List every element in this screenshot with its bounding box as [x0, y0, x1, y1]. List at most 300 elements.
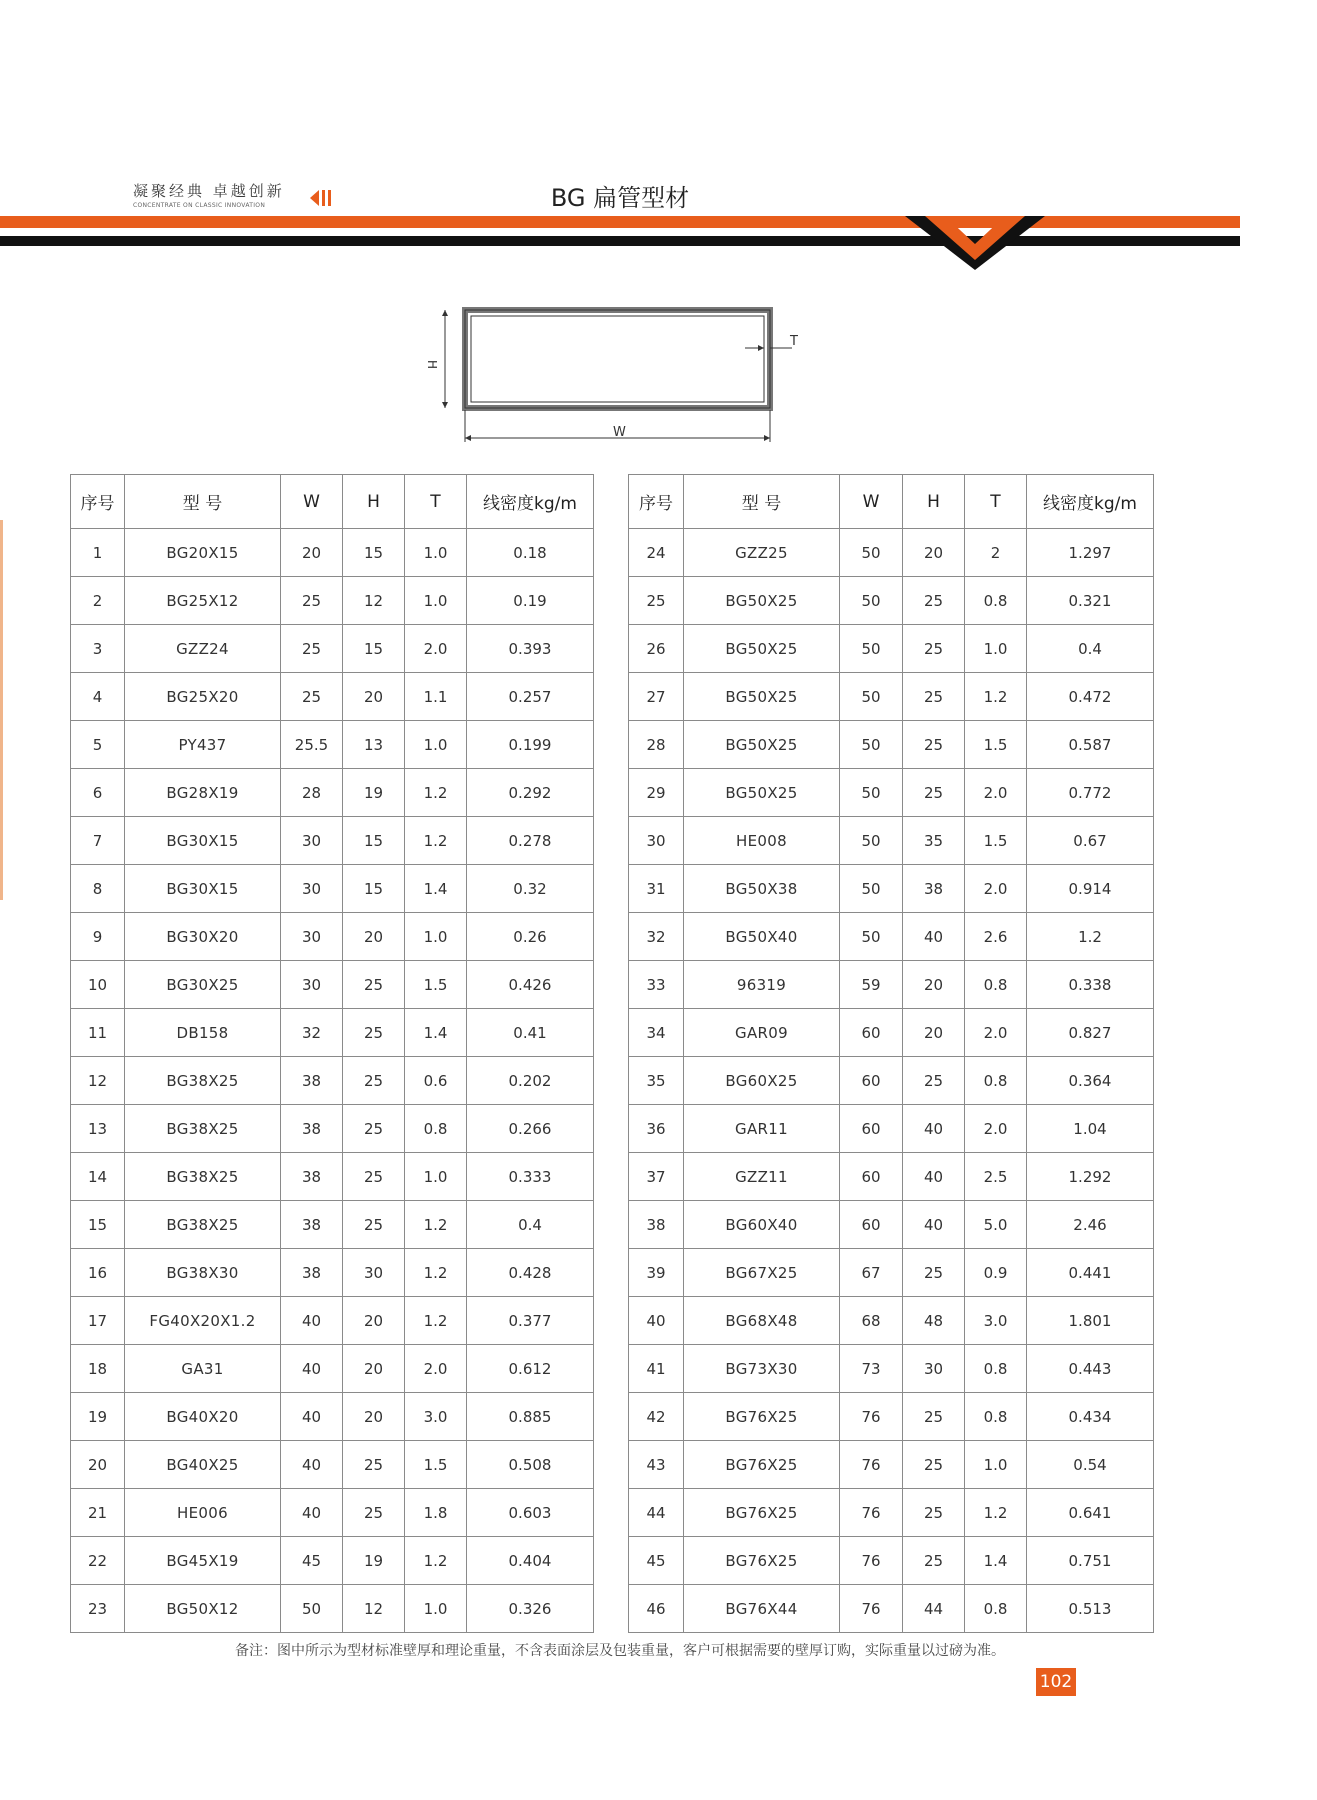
cell-h: 25 — [903, 769, 965, 817]
cell-model: BG30X20 — [125, 913, 281, 961]
cell-density: 0.321 — [1027, 577, 1154, 625]
cell-h: 20 — [343, 1345, 405, 1393]
cell-index: 22 — [71, 1537, 125, 1585]
cell-h: 25 — [343, 1105, 405, 1153]
cell-w: 25 — [281, 673, 343, 721]
cell-w: 76 — [840, 1489, 903, 1537]
col-header-model: 型 号 — [684, 475, 840, 529]
cell-t: 0.8 — [965, 1345, 1027, 1393]
cell-model: BG50X25 — [684, 721, 840, 769]
col-header-density: 线密度kg/m — [1027, 475, 1154, 529]
cell-w: 67 — [840, 1249, 903, 1297]
cell-model: GAR09 — [684, 1009, 840, 1057]
cell-h: 25 — [903, 1537, 965, 1585]
cell-h: 44 — [903, 1585, 965, 1633]
cell-t: 3.0 — [405, 1393, 467, 1441]
cell-model: BG40X20 — [125, 1393, 281, 1441]
table-row — [629, 961, 1154, 1009]
cell-index: 43 — [629, 1441, 684, 1489]
table-row — [71, 1057, 594, 1105]
cell-index: 37 — [629, 1153, 684, 1201]
col-header-h: H — [903, 475, 965, 529]
cell-density: 0.4 — [467, 1201, 594, 1249]
cell-model: BG38X25 — [125, 1201, 281, 1249]
table-header-row — [71, 475, 594, 529]
cell-t: 3.0 — [965, 1297, 1027, 1345]
cell-h: 25 — [903, 1441, 965, 1489]
cell-density: 1.04 — [1027, 1105, 1154, 1153]
cell-w: 25 — [281, 577, 343, 625]
table-row — [71, 769, 594, 817]
cell-model: BG38X25 — [125, 1105, 281, 1153]
table-row — [71, 529, 594, 577]
cell-t: 1.5 — [965, 817, 1027, 865]
cell-index: 30 — [629, 817, 684, 865]
cell-density: 1.801 — [1027, 1297, 1154, 1345]
cell-index: 16 — [71, 1249, 125, 1297]
cell-model: GZZ25 — [684, 529, 840, 577]
cell-t: 2.0 — [965, 769, 1027, 817]
cell-index: 32 — [629, 913, 684, 961]
cell-index: 20 — [71, 1441, 125, 1489]
cell-w: 76 — [840, 1441, 903, 1489]
spec-table-right — [628, 474, 1154, 1633]
table-row — [71, 1585, 594, 1633]
cell-index: 35 — [629, 1057, 684, 1105]
cell-t: 1.5 — [965, 721, 1027, 769]
cell-h: 25 — [343, 961, 405, 1009]
cell-w: 60 — [840, 1201, 903, 1249]
cell-t: 5.0 — [965, 1201, 1027, 1249]
cell-index: 45 — [629, 1537, 684, 1585]
cell-model: GZZ24 — [125, 625, 281, 673]
cell-h: 25 — [903, 625, 965, 673]
cell-model: BG76X44 — [684, 1585, 840, 1633]
table-row — [71, 1441, 594, 1489]
cell-t: 1.5 — [405, 1441, 467, 1489]
cell-model: GZZ11 — [684, 1153, 840, 1201]
cell-index: 25 — [629, 577, 684, 625]
cell-index: 18 — [71, 1345, 125, 1393]
cell-model: BG30X25 — [125, 961, 281, 1009]
cell-h: 25 — [343, 1489, 405, 1537]
cell-model: PY437 — [125, 721, 281, 769]
cell-t: 0.6 — [405, 1057, 467, 1105]
cell-t: 1.5 — [405, 961, 467, 1009]
page-title: BG 扁管型材 — [550, 184, 690, 212]
cell-density: 0.426 — [467, 961, 594, 1009]
cell-w: 30 — [281, 961, 343, 1009]
table-row — [629, 1537, 1154, 1585]
cell-w: 73 — [840, 1345, 903, 1393]
cell-w: 28 — [281, 769, 343, 817]
cell-index: 14 — [71, 1153, 125, 1201]
cell-w: 40 — [281, 1393, 343, 1441]
left-edge-strip — [0, 520, 3, 900]
cell-t: 1.2 — [965, 1489, 1027, 1537]
table-row — [629, 1201, 1154, 1249]
cell-density: 0.54 — [1027, 1441, 1154, 1489]
cell-model: GAR11 — [684, 1105, 840, 1153]
cell-model: BG30X15 — [125, 865, 281, 913]
footnote: 备注：图中所示为型材标准壁厚和理论重量，不含表面涂层及包装重量，客户可根据需要的壁厚订购，实际重量以过磅为准。 — [235, 1643, 1005, 1659]
cell-t: 1.0 — [405, 721, 467, 769]
cell-index: 38 — [629, 1201, 684, 1249]
cell-t: 0.8 — [405, 1105, 467, 1153]
col-header-h: H — [343, 475, 405, 529]
cell-density: 0.364 — [1027, 1057, 1154, 1105]
table-row — [71, 961, 594, 1009]
col-header-t: T — [965, 475, 1027, 529]
table-row — [629, 1585, 1154, 1633]
cell-h: 25 — [903, 1057, 965, 1105]
cell-t: 2.0 — [965, 1105, 1027, 1153]
cell-h: 20 — [343, 1393, 405, 1441]
cell-w: 50 — [281, 1585, 343, 1633]
cell-h: 40 — [903, 1153, 965, 1201]
cell-t: 1.2 — [405, 817, 467, 865]
cell-t: 1.4 — [965, 1537, 1027, 1585]
cell-t: 1.0 — [965, 1441, 1027, 1489]
table-row — [629, 1009, 1154, 1057]
cell-index: 41 — [629, 1345, 684, 1393]
cell-index: 27 — [629, 673, 684, 721]
col-header-index: 序号 — [71, 475, 125, 529]
cell-density: 1.292 — [1027, 1153, 1154, 1201]
cell-density: 0.641 — [1027, 1489, 1154, 1537]
cell-h: 40 — [903, 1105, 965, 1153]
cell-density: 1.297 — [1027, 529, 1154, 577]
left-table-body — [71, 529, 594, 1633]
cell-w: 40 — [281, 1489, 343, 1537]
cell-h: 12 — [343, 577, 405, 625]
cell-h: 15 — [343, 817, 405, 865]
cell-w: 30 — [281, 817, 343, 865]
cell-h: 25 — [343, 1009, 405, 1057]
cell-density: 0.612 — [467, 1345, 594, 1393]
cell-t: 0.8 — [965, 961, 1027, 1009]
cell-index: 12 — [71, 1057, 125, 1105]
cell-w: 38 — [281, 1057, 343, 1105]
cell-index: 24 — [629, 529, 684, 577]
cell-model: 96319 — [684, 961, 840, 1009]
table-row — [629, 865, 1154, 913]
cell-index: 39 — [629, 1249, 684, 1297]
cell-index: 6 — [71, 769, 125, 817]
cell-index: 5 — [71, 721, 125, 769]
cell-h: 25 — [903, 673, 965, 721]
cell-index: 4 — [71, 673, 125, 721]
cell-density: 0.19 — [467, 577, 594, 625]
cell-t: 2.6 — [965, 913, 1027, 961]
cell-model: BG50X25 — [684, 673, 840, 721]
cell-h: 30 — [903, 1345, 965, 1393]
cell-h: 25 — [903, 577, 965, 625]
cell-density: 0.404 — [467, 1537, 594, 1585]
cell-density: 0.428 — [467, 1249, 594, 1297]
cell-w: 30 — [281, 865, 343, 913]
cell-t: 0.8 — [965, 1057, 1027, 1105]
cell-index: 1 — [71, 529, 125, 577]
cell-model: BG50X40 — [684, 913, 840, 961]
cell-density: 0.278 — [467, 817, 594, 865]
cell-index: 29 — [629, 769, 684, 817]
cell-w: 40 — [281, 1441, 343, 1489]
cell-w: 50 — [840, 577, 903, 625]
cell-model: BG68X48 — [684, 1297, 840, 1345]
cell-w: 76 — [840, 1393, 903, 1441]
cell-density: 0.292 — [467, 769, 594, 817]
cell-model: BG25X12 — [125, 577, 281, 625]
cell-h: 20 — [343, 673, 405, 721]
cell-model: GA31 — [125, 1345, 281, 1393]
cell-h: 19 — [343, 769, 405, 817]
cell-model: BG45X19 — [125, 1537, 281, 1585]
cell-w: 38 — [281, 1249, 343, 1297]
cell-model: BG40X25 — [125, 1441, 281, 1489]
cell-t: 2.0 — [965, 865, 1027, 913]
cell-index: 17 — [71, 1297, 125, 1345]
cell-t: 1.0 — [405, 913, 467, 961]
cell-index: 46 — [629, 1585, 684, 1633]
cell-w: 50 — [840, 769, 903, 817]
table-row — [71, 1153, 594, 1201]
dimension-label-w: W — [613, 425, 626, 440]
page-number: 102 — [1036, 1668, 1076, 1696]
cell-model: BG38X30 — [125, 1249, 281, 1297]
cell-h: 25 — [903, 1489, 965, 1537]
cell-w: 50 — [840, 865, 903, 913]
cell-t: 2.0 — [405, 1345, 467, 1393]
cell-model: BG73X30 — [684, 1345, 840, 1393]
cell-t: 1.0 — [405, 1585, 467, 1633]
cell-density: 1.2 — [1027, 913, 1154, 961]
cell-density: 0.772 — [1027, 769, 1154, 817]
cell-density: 0.333 — [467, 1153, 594, 1201]
cell-w: 76 — [840, 1537, 903, 1585]
cell-index: 40 — [629, 1297, 684, 1345]
col-header-w: W — [840, 475, 903, 529]
table-row — [629, 577, 1154, 625]
table-row — [629, 721, 1154, 769]
cell-h: 25 — [903, 1249, 965, 1297]
cell-index: 26 — [629, 625, 684, 673]
cell-index: 2 — [71, 577, 125, 625]
cell-h: 19 — [343, 1537, 405, 1585]
cell-t: 1.2 — [965, 673, 1027, 721]
cell-w: 60 — [840, 1153, 903, 1201]
cell-h: 48 — [903, 1297, 965, 1345]
cell-t: 2.0 — [965, 1009, 1027, 1057]
cell-w: 60 — [840, 1009, 903, 1057]
cell-h: 25 — [343, 1201, 405, 1249]
slogan-english: CONCENTRATE ON CLASSIC INNOVATION — [133, 202, 266, 209]
cell-w: 20 — [281, 529, 343, 577]
cell-t: 1.0 — [405, 577, 467, 625]
cell-index: 15 — [71, 1201, 125, 1249]
page-header — [0, 0, 1317, 270]
cell-density: 0.377 — [467, 1297, 594, 1345]
cell-index: 11 — [71, 1009, 125, 1057]
cell-w: 45 — [281, 1537, 343, 1585]
cell-h: 20 — [343, 1297, 405, 1345]
cell-h: 20 — [903, 961, 965, 1009]
cell-w: 50 — [840, 721, 903, 769]
cell-model: BG30X15 — [125, 817, 281, 865]
table-row — [71, 1393, 594, 1441]
cell-t: 1.2 — [405, 1537, 467, 1585]
table-row — [629, 1393, 1154, 1441]
cell-model: BG50X12 — [125, 1585, 281, 1633]
cell-w: 38 — [281, 1153, 343, 1201]
cell-h: 38 — [903, 865, 965, 913]
cell-t: 1.0 — [405, 529, 467, 577]
cell-h: 35 — [903, 817, 965, 865]
right-table-body — [629, 529, 1154, 1633]
cell-density: 0.67 — [1027, 817, 1154, 865]
cell-density: 0.603 — [467, 1489, 594, 1537]
cell-density: 0.885 — [467, 1393, 594, 1441]
cell-model: BG50X38 — [684, 865, 840, 913]
cell-model: HE008 — [684, 817, 840, 865]
cell-w: 50 — [840, 913, 903, 961]
cell-density: 0.338 — [1027, 961, 1154, 1009]
table-row — [71, 1105, 594, 1153]
cell-density: 0.508 — [467, 1441, 594, 1489]
table-row — [71, 1345, 594, 1393]
cell-density: 0.41 — [467, 1009, 594, 1057]
cell-w: 30 — [281, 913, 343, 961]
cell-density: 0.32 — [467, 865, 594, 913]
cell-model: BG67X25 — [684, 1249, 840, 1297]
cell-t: 2.5 — [965, 1153, 1027, 1201]
cell-h: 40 — [903, 1201, 965, 1249]
cell-t: 1.2 — [405, 769, 467, 817]
table-row — [71, 817, 594, 865]
cell-model: BG76X25 — [684, 1537, 840, 1585]
table-row — [629, 1489, 1154, 1537]
cell-density: 0.26 — [467, 913, 594, 961]
cell-w: 40 — [281, 1345, 343, 1393]
cell-h: 40 — [903, 913, 965, 961]
cell-w: 32 — [281, 1009, 343, 1057]
table-row — [629, 769, 1154, 817]
cell-t: 1.2 — [405, 1201, 467, 1249]
cell-model: BG50X25 — [684, 625, 840, 673]
cell-h: 25 — [343, 1153, 405, 1201]
cell-density: 0.202 — [467, 1057, 594, 1105]
table-header-row — [629, 475, 1154, 529]
cell-model: BG20X15 — [125, 529, 281, 577]
cell-h: 25 — [343, 1057, 405, 1105]
cell-t: 1.4 — [405, 865, 467, 913]
cell-density: 0.199 — [467, 721, 594, 769]
cell-index: 34 — [629, 1009, 684, 1057]
table-row — [71, 1489, 594, 1537]
cell-w: 50 — [840, 625, 903, 673]
cell-w: 59 — [840, 961, 903, 1009]
table-row — [71, 1249, 594, 1297]
table-row — [629, 673, 1154, 721]
cell-index: 23 — [71, 1585, 125, 1633]
cell-model: BG76X25 — [684, 1393, 840, 1441]
cell-h: 20 — [903, 529, 965, 577]
table-row — [629, 1345, 1154, 1393]
cell-w: 40 — [281, 1297, 343, 1345]
cell-model: BG76X25 — [684, 1489, 840, 1537]
cell-density: 0.434 — [1027, 1393, 1154, 1441]
cell-w: 50 — [840, 673, 903, 721]
cell-t: 2 — [965, 529, 1027, 577]
col-header-w: W — [281, 475, 343, 529]
cell-index: 8 — [71, 865, 125, 913]
cell-index: 9 — [71, 913, 125, 961]
cell-density: 0.393 — [467, 625, 594, 673]
col-header-t: T — [405, 475, 467, 529]
cell-h: 20 — [903, 1009, 965, 1057]
cell-h: 15 — [343, 529, 405, 577]
cell-w: 25 — [281, 625, 343, 673]
cell-t: 0.8 — [965, 1585, 1027, 1633]
header-band — [0, 214, 1317, 270]
table-row — [71, 1297, 594, 1345]
cell-density: 0.326 — [467, 1585, 594, 1633]
cell-index: 33 — [629, 961, 684, 1009]
table-row — [629, 913, 1154, 961]
cell-w: 60 — [840, 1105, 903, 1153]
cell-t: 2.0 — [405, 625, 467, 673]
cell-model: FG40X20X1.2 — [125, 1297, 281, 1345]
cell-h: 20 — [343, 913, 405, 961]
table-row — [629, 817, 1154, 865]
cell-t: 0.8 — [965, 577, 1027, 625]
cell-t: 0.8 — [965, 1393, 1027, 1441]
cell-index: 44 — [629, 1489, 684, 1537]
cell-density: 2.46 — [1027, 1201, 1154, 1249]
spec-table-left — [70, 474, 594, 1633]
cell-w: 68 — [840, 1297, 903, 1345]
cell-density: 0.827 — [1027, 1009, 1154, 1057]
table-row — [629, 1249, 1154, 1297]
cell-index: 36 — [629, 1105, 684, 1153]
cell-h: 25 — [343, 1441, 405, 1489]
cell-h: 30 — [343, 1249, 405, 1297]
cell-h: 13 — [343, 721, 405, 769]
cell-h: 15 — [343, 865, 405, 913]
table-row — [71, 865, 594, 913]
cell-h: 25 — [903, 1393, 965, 1441]
cell-w: 50 — [840, 529, 903, 577]
table-row — [71, 1201, 594, 1249]
slogan-chinese: 凝聚经典 卓越创新 — [133, 182, 285, 200]
cell-index: 13 — [71, 1105, 125, 1153]
cell-model: BG60X25 — [684, 1057, 840, 1105]
cell-model: BG38X25 — [125, 1057, 281, 1105]
cell-model: BG50X25 — [684, 769, 840, 817]
col-header-density: 线密度kg/m — [467, 475, 594, 529]
cell-w: 76 — [840, 1585, 903, 1633]
cell-index: 31 — [629, 865, 684, 913]
cell-density: 0.441 — [1027, 1249, 1154, 1297]
cell-t: 1.2 — [405, 1297, 467, 1345]
table-row — [629, 1105, 1154, 1153]
cell-model: BG25X20 — [125, 673, 281, 721]
col-header-model: 型 号 — [125, 475, 281, 529]
cell-index: 28 — [629, 721, 684, 769]
cell-t: 1.8 — [405, 1489, 467, 1537]
cell-t: 1.4 — [405, 1009, 467, 1057]
cell-density: 0.4 — [1027, 625, 1154, 673]
